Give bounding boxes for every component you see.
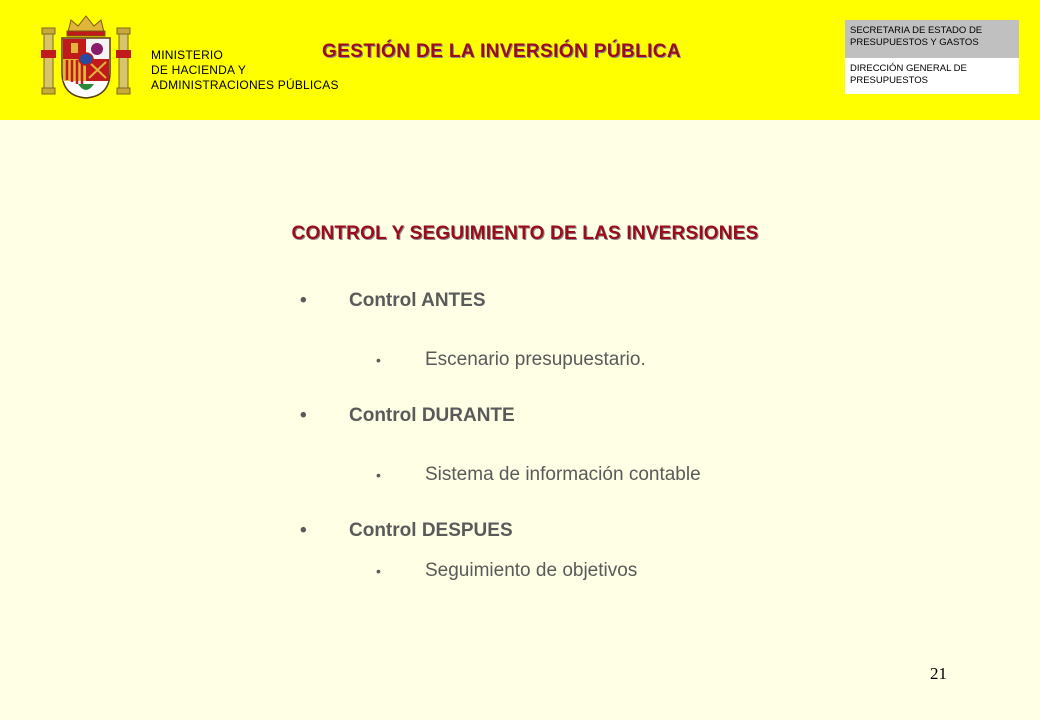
section-title-text: CONTROL Y SEGUIMIENTO DE LAS INVERSIONES (291, 223, 759, 244)
header-title: GESTIÓN DE LA INVERSIÓN PÚBLICA (322, 41, 682, 62)
directorate-line: DIRECCIÓN GENERAL DE (850, 63, 967, 74)
list-item-label: Control DURANTE (349, 405, 515, 426)
ministry-line: DE HACIENDA Y (151, 63, 247, 77)
page-number: 21 (930, 664, 947, 683)
bullet-icon: • (376, 563, 381, 579)
list-item-label: Control ANTES (349, 290, 486, 311)
spanish-coat-of-arms-icon (40, 10, 132, 102)
secretariat-label (845, 20, 1019, 58)
secretariat-line: PRESUPUESTOS Y GASTOS (850, 37, 979, 48)
list-item-label: Seguimiento de objetivos (425, 560, 638, 581)
bullet-icon: • (300, 520, 307, 541)
department-info-box (845, 20, 1019, 94)
ministry-line: ADMINISTRACIONES PÚBLICAS (151, 78, 339, 92)
ministry-line: MINISTERIO (151, 48, 224, 62)
list-item-label: Escenario presupuestario. (425, 349, 646, 370)
directorate-label (845, 58, 1019, 87)
bullet-icon: • (376, 352, 381, 368)
ministry-name (151, 48, 339, 93)
section-title (0, 223, 1040, 245)
bullet-icon: • (376, 467, 381, 483)
list-item-label: Control DESPUES (349, 520, 513, 541)
header-banner (0, 0, 1040, 120)
list-item-label: Sistema de información contable (425, 464, 701, 485)
bullet-icon: • (300, 405, 307, 426)
bullet-icon: • (300, 290, 307, 311)
directorate-line: PRESUPUESTOS (850, 75, 928, 86)
secretariat-line: SECRETARIA DE ESTADO DE (850, 25, 983, 36)
